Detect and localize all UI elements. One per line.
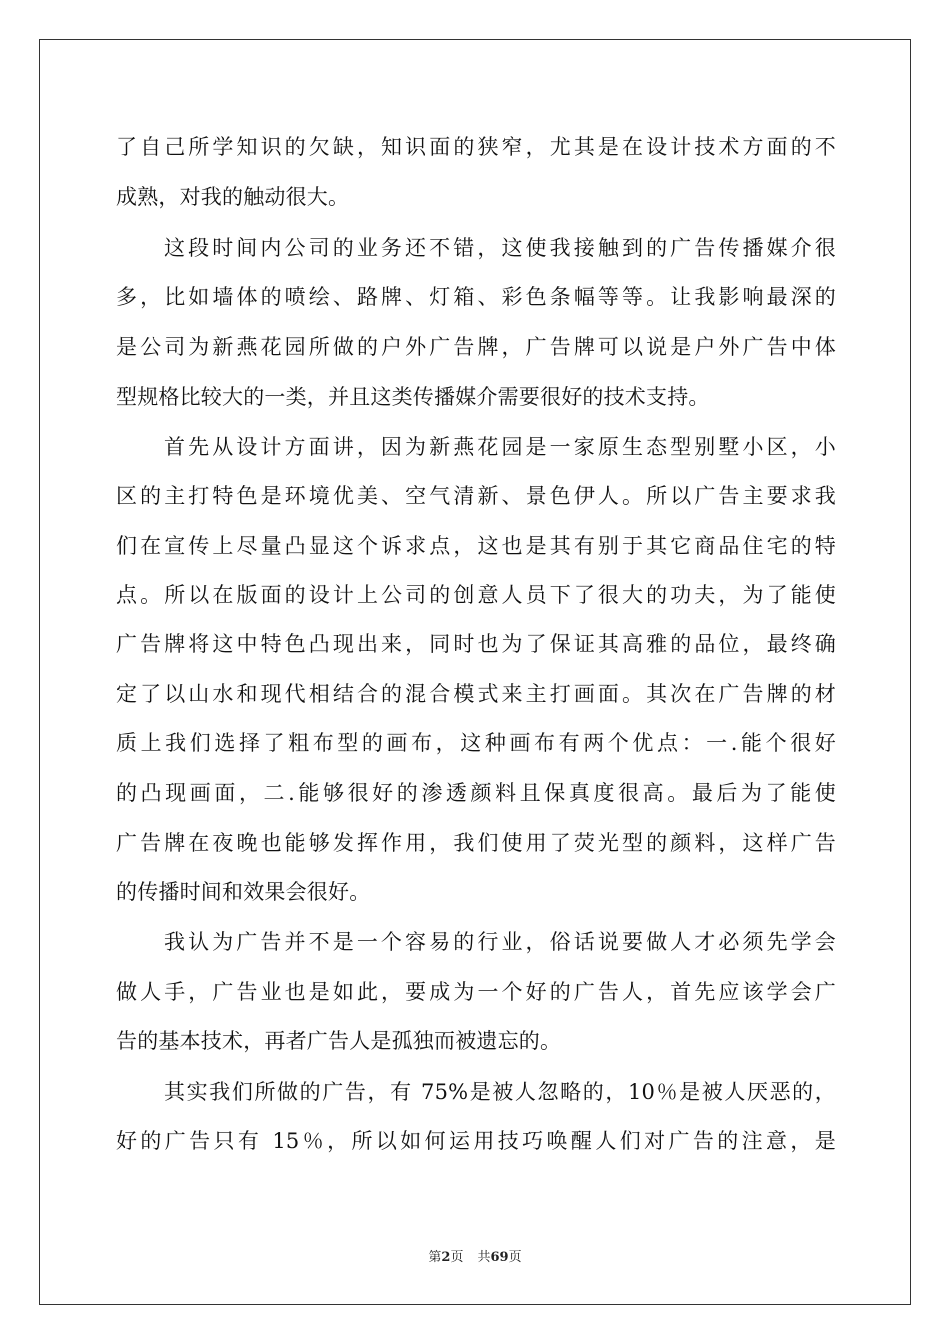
body-line: 成熟，对我的触动很大。 [116,185,350,209]
body-line: 点。所以在版面的设计上公司的创意人员下了很大的功夫，为了能使 [116,583,836,607]
total-label-prefix: 共 [477,1250,491,1265]
body-line: 好的广告只有 15％，所以如何运用技巧唤醒人们对广告的注意，是 [116,1129,836,1153]
body-line: 们在宣传上尽量凸显这个诉求点，这也是其有别于其它商品住宅的特 [116,534,836,558]
body-line: 是公司为新燕花园所做的户外广告牌，广告牌可以说是户外广告中体 [116,335,836,359]
paragraph-first-line: 首先从设计方面讲，因为新燕花园是一家原生态型别墅小区，小 [164,435,836,459]
body-line: 广告牌将这中特色凸现出来，同时也为了保证其高雅的品位，最终确 [116,632,836,656]
paragraph-first-line: 我认为广告并不是一个容易的行业，俗话说要做人才必须先学会 [164,930,836,954]
body-line: 告的基本技术，再者广告人是孤独而被遗忘的。 [116,1029,562,1053]
page-label-prefix: 第 [428,1250,442,1265]
total-page-count: 69 [490,1250,509,1265]
body-line: 多，比如墙体的喷绘、路牌、灯箱、彩色条幅等等。让我影响最深的 [116,285,836,309]
body-line: 型规格比较大的一类，并且这类传播媒介需要很好的技术支持。 [116,385,710,409]
current-page-number: 2 [441,1250,451,1265]
body-line: 广告牌在夜晚也能够发挥作用，我们使用了荧光型的颜料，这样广告 [116,831,836,855]
page-footer [0,1250,950,1266]
paragraph-first-line: 这段时间内公司的业务还不错，这使我接触到的广告传播媒介很 [164,236,836,260]
body-line: 的凸现画面，二.能够很好的渗透颜料且保真度很高。最后为了能使 [116,781,836,805]
body-line: 了自己所学知识的欠缺，知识面的狭窄，尤其是在设计技术方面的不 [116,135,836,159]
body-line: 定了以山水和现代相结合的混合模式来主打画面。其次在广告牌的材 [116,682,836,706]
total-label-suffix: 页 [508,1250,522,1265]
body-line: 做人手，广告业也是如此，要成为一个好的广告人，首先应该学会广 [116,980,836,1004]
page-label-suffix: 页 [450,1250,464,1265]
paragraph-first-line: 其实我们所做的广告，有 75%是被人忽略的，10％是被人厌恶的， [164,1080,836,1104]
body-line: 的传播时间和效果会很好。 [116,880,371,904]
body-line: 区的主打特色是环境优美、空气清新、景色伊人。所以广告主要求我 [116,484,836,508]
body-line: 质上我们选择了粗布型的画布，这种画布有两个优点：一.能个很好 [116,731,836,755]
